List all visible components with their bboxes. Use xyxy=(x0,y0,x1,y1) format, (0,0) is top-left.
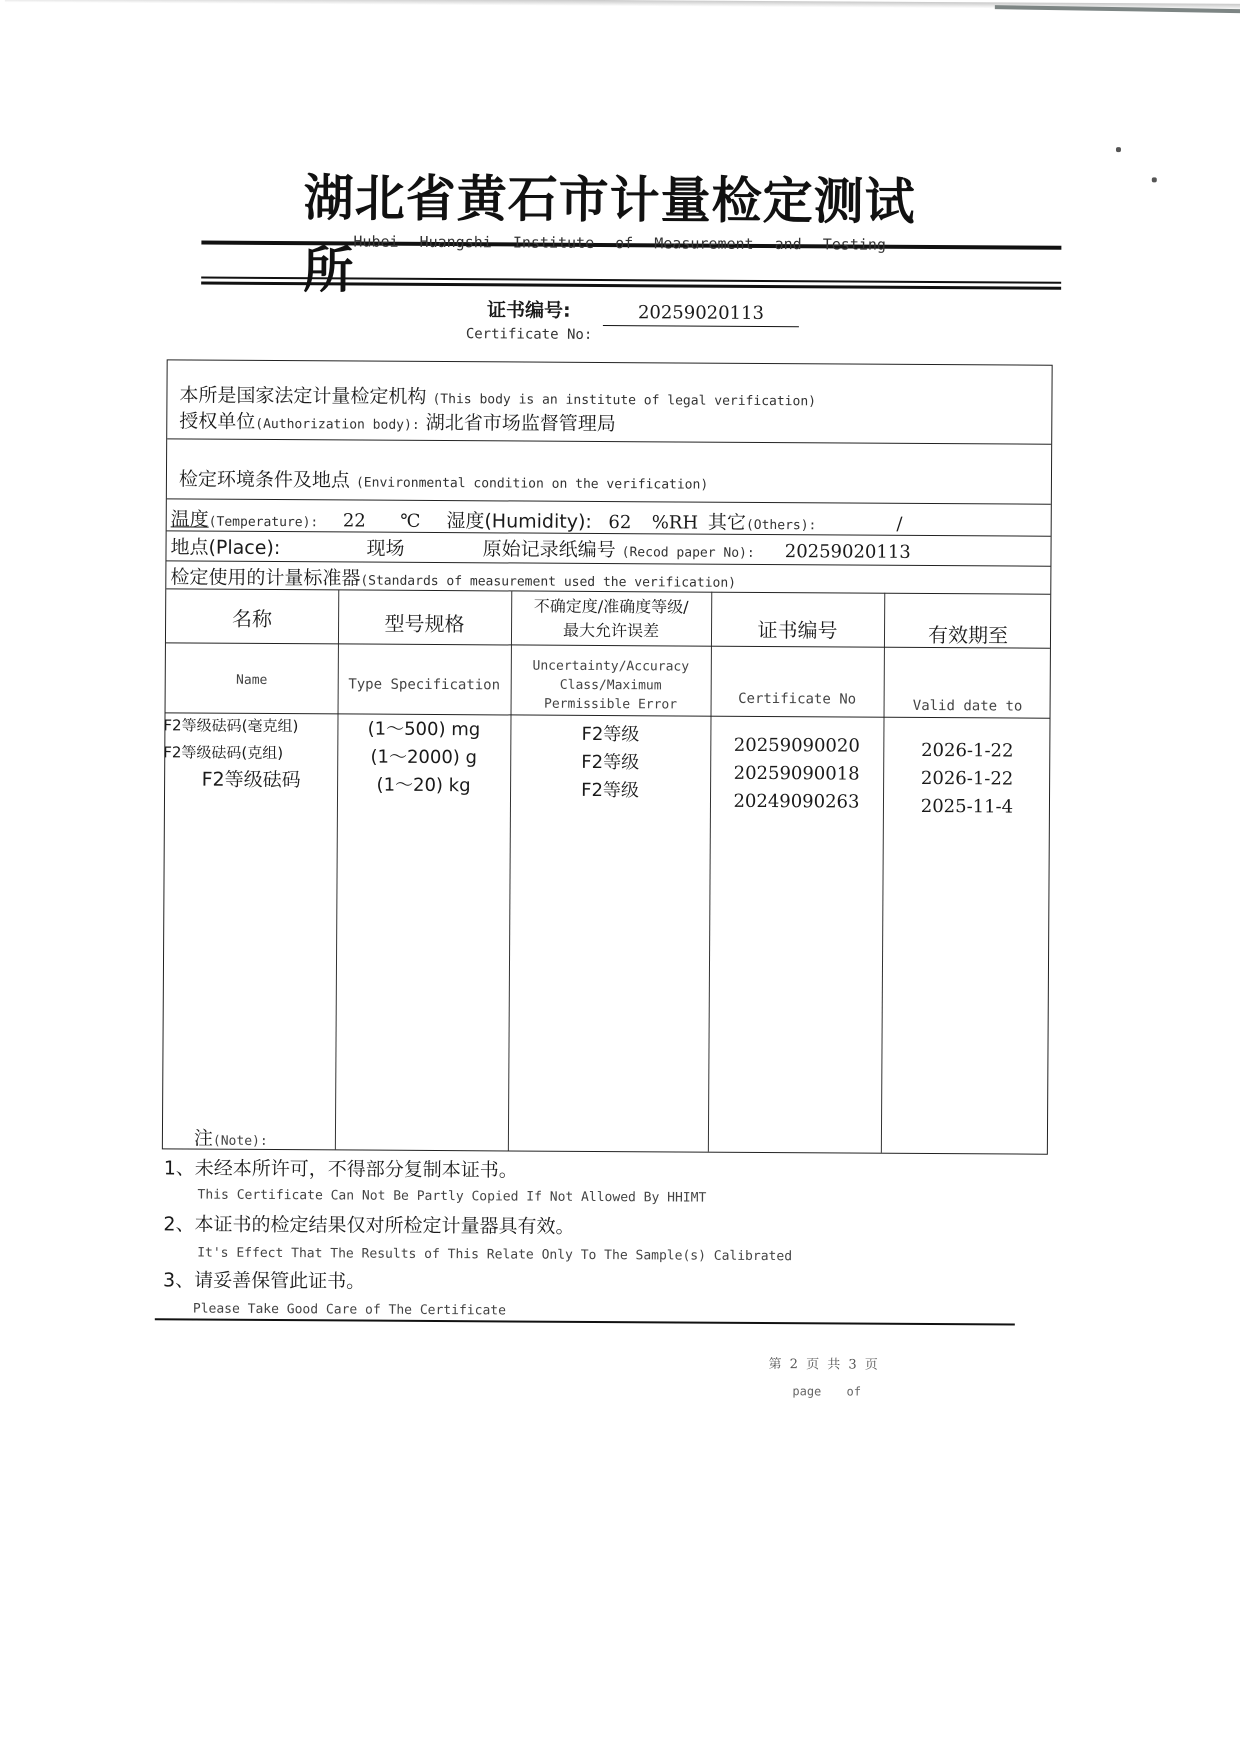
humidity-unit: %RH xyxy=(651,512,699,534)
note-item-3 xyxy=(163,1265,365,1293)
col-header-spec-en: Type Specification xyxy=(348,676,501,694)
standards-heading-cn: 检定使用的计量标准器 xyxy=(170,566,361,590)
humidity-label: 湿度(Humidity): xyxy=(446,510,592,533)
table-cell-valid-to: 2026-1-22 xyxy=(921,739,1014,762)
table-cell-accuracy: F2等级 xyxy=(581,723,640,746)
table-cell-name: F2等级砝码 xyxy=(201,768,301,792)
others-value: / xyxy=(896,513,903,535)
others-label-cn: 其它 xyxy=(707,511,747,534)
col-header-name-en: Name xyxy=(236,672,268,688)
environment-heading xyxy=(179,464,708,494)
table-cell-spec: (1～20) kg xyxy=(376,774,471,797)
notes-heading-cn: 注 xyxy=(193,1127,214,1150)
column-divider xyxy=(881,593,885,1153)
column-spec-values xyxy=(337,715,511,800)
table-cell-accuracy: F2等级 xyxy=(581,751,640,774)
humidity-value: 62 xyxy=(608,512,632,534)
note-item-2 xyxy=(163,1209,574,1239)
divider xyxy=(167,498,1051,504)
others-label-en: (Others): xyxy=(745,517,817,534)
scan-speck xyxy=(1152,177,1157,182)
record-paper-label-en: (Recod paper No): xyxy=(621,545,755,561)
table-cell-spec: (1～500) mg xyxy=(367,718,481,741)
notes-heading xyxy=(194,1124,268,1151)
table-cell-name: F2等级砝码(毫克组) xyxy=(163,716,299,736)
table-cell-accuracy: F2等级 xyxy=(581,779,640,802)
table-cell-spec: (1～2000) g xyxy=(370,746,478,769)
divider xyxy=(167,438,1051,444)
authorization-body-value: 湖北省市场监督管理局 xyxy=(425,411,616,436)
page-number: 第 2 页 共 3 页 xyxy=(768,1357,878,1373)
certificate-table xyxy=(162,359,1053,1154)
column-cert-values xyxy=(710,732,884,817)
temperature-unit: ℃ xyxy=(400,510,421,532)
authorization-label-cn: 授权单位 xyxy=(179,410,256,433)
institute-title-cn: 湖北省黄石市计量检定测试所 xyxy=(303,169,916,300)
note-text-cn: 本证书的检定结果仅对所检定计量器具有效。 xyxy=(194,1213,575,1238)
place-record-row xyxy=(170,532,910,564)
notes-heading-en: (Note): xyxy=(212,1133,268,1149)
certificate-no-label-en: Certificate No: xyxy=(465,326,593,343)
note-text-cn: 请妥善保管此证书。 xyxy=(194,1269,366,1293)
note-text-cn: 未经本所许可，不得部分复制本证书。 xyxy=(194,1157,518,1182)
note-item-1 xyxy=(164,1153,518,1182)
col-header-accuracy-en: Uncertainty/Accuracy Class/Maximum Permissible Error xyxy=(532,658,690,713)
col-header-valid-cn: 有效期至 xyxy=(927,623,1009,648)
environment-heading-en: (Environmental condition on the verification) xyxy=(355,475,709,493)
note-item-3-en: Please Take Good Care of The Certificate xyxy=(192,1301,507,1319)
record-paper-value: 20259020113 xyxy=(784,541,911,563)
authorization-label-en: (Authorization body): xyxy=(255,416,420,433)
column-accuracy-values xyxy=(510,720,711,805)
col-header-name-cn: 名称 xyxy=(232,606,273,631)
authorization-body xyxy=(179,406,616,436)
table-cell-valid-to: 2025-11-4 xyxy=(920,795,1014,818)
place-value: 现场 xyxy=(366,537,405,560)
note-number: 3、 xyxy=(162,1269,195,1292)
temperature-label-en: (Temperature): xyxy=(208,514,319,531)
column-valid-values xyxy=(883,737,1052,822)
note-number: 2、 xyxy=(163,1213,195,1236)
temperature-value: 22 xyxy=(342,510,366,532)
table-cell-cert-no: 20259090020 xyxy=(733,734,860,757)
table-cell-cert-no: 20259090018 xyxy=(733,762,860,785)
col-header-spec-cn: 型号规格 xyxy=(384,611,465,637)
standards-heading-en: (Standards of measurement used the verification) xyxy=(360,573,737,591)
col-header-cert-cn: 证书编号 xyxy=(757,617,838,643)
table-cell-name: F2等级砝码(克组) xyxy=(163,743,284,763)
authority-statement-cn: 本所是国家法定计量检定机构 xyxy=(179,384,427,408)
col-header-accuracy-cn: 不确定度/准确度等级/ 最大允许误差 xyxy=(533,596,689,641)
page-number-en: page of xyxy=(792,1384,862,1399)
temperature-label-cn: 温度 xyxy=(170,508,209,531)
col-header-cert-en: Certificate No xyxy=(738,690,857,708)
record-paper-label-cn: 原始记录纸编号 xyxy=(482,538,616,562)
column-name-values xyxy=(163,712,339,794)
place-label: 地点(Place): xyxy=(170,536,281,560)
note-number: 1、 xyxy=(163,1157,195,1180)
note-item-1-en: This Certificate Can Not Be Partly Copied If Not Allowed By HHIMT xyxy=(197,1187,707,1206)
certificate-no-label: 证书编号: xyxy=(486,299,571,322)
table-cell-cert-no: 20249090263 xyxy=(733,790,860,813)
authority-statement-en: (This body is an institute of legal verification) xyxy=(432,391,817,410)
col-header-valid-en: Valid date to xyxy=(912,697,1023,715)
footer-rule xyxy=(155,1318,1015,1325)
scan-speck xyxy=(1116,147,1121,152)
table-cell-valid-to: 2026-1-22 xyxy=(920,767,1014,790)
institute-title-en: Hubei Huangshi Institute of Measurement and Testing xyxy=(353,232,887,254)
note-item-2-en: It's Effect That The Results of This Relate Only To The Sample(s) Calibrated xyxy=(197,1245,793,1265)
environment-heading-cn: 检定环境条件及地点 xyxy=(178,468,351,492)
certificate-no-value: 20259020113 xyxy=(603,302,799,327)
